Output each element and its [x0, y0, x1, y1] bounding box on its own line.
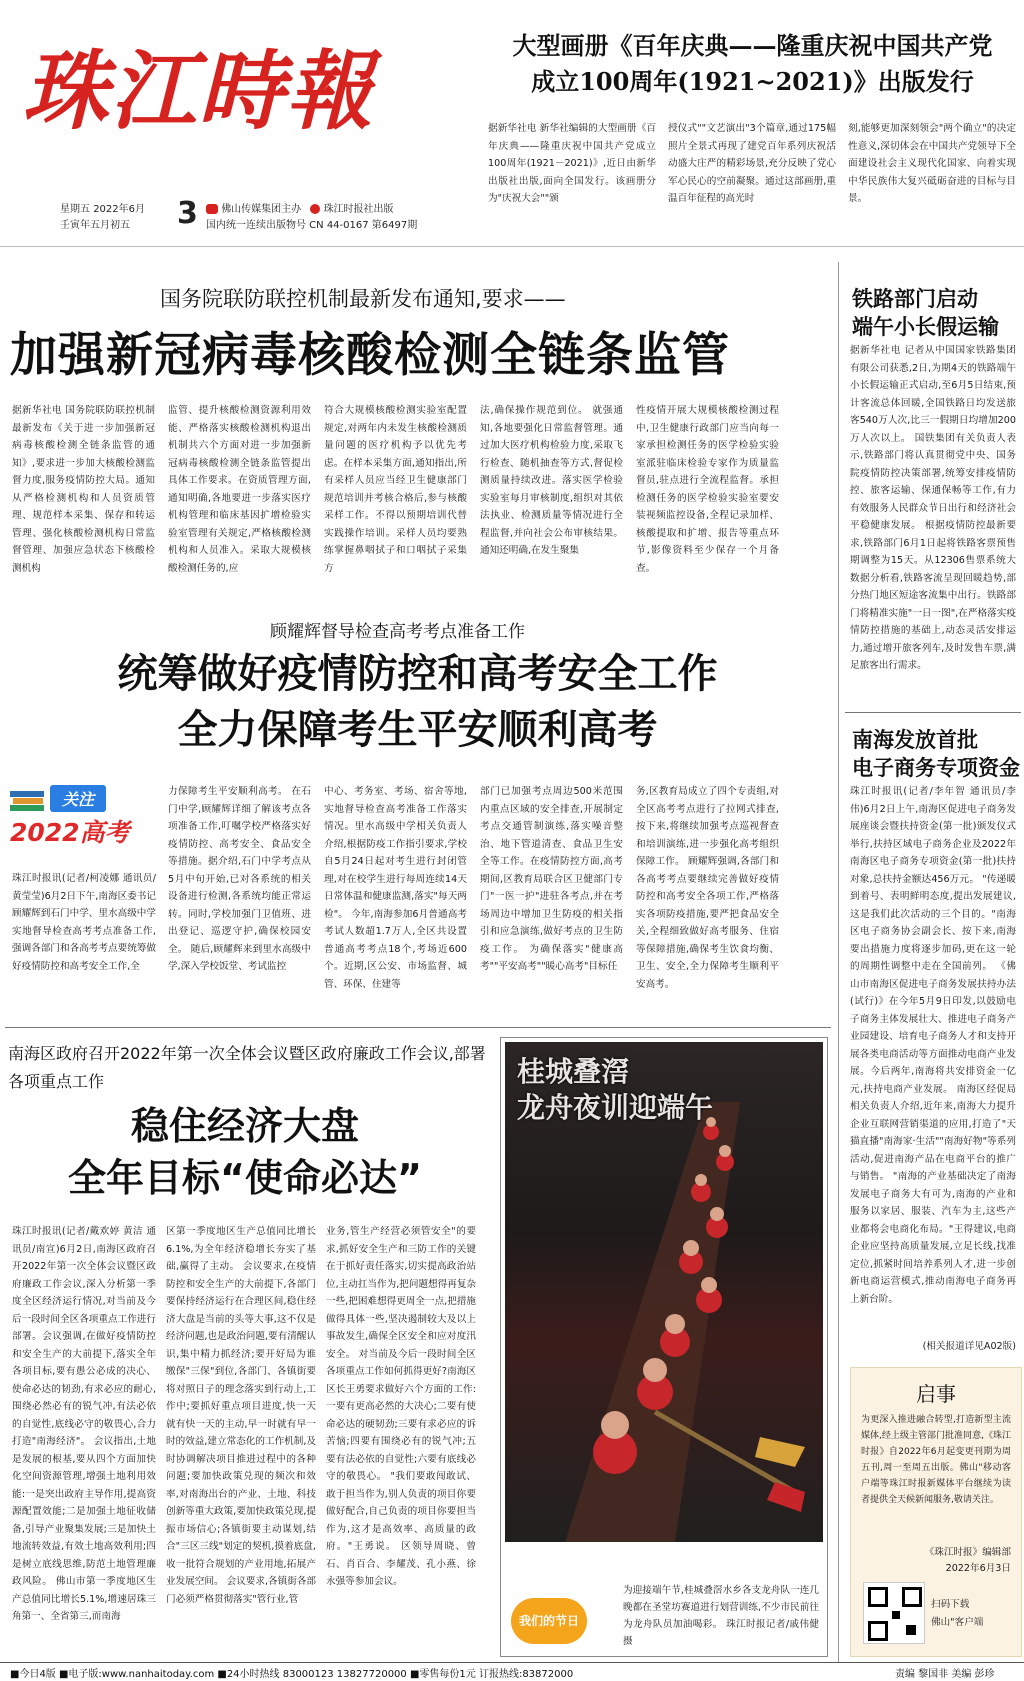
footer-info: ■今日4版 ■电子版:www.nanhaitoday.com ■24小时热线 83000123 13827720000 ■零售每份1元 订报热线:83872000 — [10, 1669, 574, 1680]
publisher-logo-icon — [310, 204, 320, 214]
ecom-ref: (相关报道详见A02版) — [922, 1341, 1016, 1352]
gaokao-kicker: 顾耀辉督导检查高考考点准备工作 — [270, 622, 525, 642]
column-rule — [838, 262, 839, 1662]
ecom-title — [852, 726, 1020, 782]
lead-col: 性疫情开展大规模核酸检测过程中,卫生健康行政部门应当向每一家承担检测任务的医学检验实验室派驻临床检验专家作为质量监督员,驻点进行全流程监督。承担检测任务的医学检验实验室要安装视频监控设备,全程记录加样、核酸提取和扩增、报告等重点环节,影像资料至少保存一个月备查。 — [636, 405, 779, 574]
qr-label: 佛山"客户端 — [931, 1617, 984, 1628]
masthead-dateline — [60, 196, 480, 240]
ecom-title-line1: 南海发放首批 — [852, 728, 978, 752]
lead-col: 据新华社电 国务院联防联控机制最新发布《关于进一步加强新冠病毒核酸检测全链条监管的通知》,要求进一步加大核酸检测监督力度,服务疫情防控大局。通知从严格检测机构和人员资质管理、规范样本采集、保存和转运管理、强化核酸检测机构日常监督管理、加强应急状态下核酸检测机构 — [12, 405, 155, 574]
rule — [845, 712, 1021, 713]
dragon-boat-photo — [505, 1042, 823, 1542]
top-story-col: 刻,能够更加深刻领会"两个确立"的决定性意义,深切体会在中国共产党领导下全面建设社会主义现代化国家、向着实现中华民族伟大复兴砥砺奋进的目标与目景。 — [848, 123, 1016, 204]
gaokao-badge-line1: 关注 — [50, 785, 106, 812]
gaokao-col: 力保障考生平安顺利高考。 在石门中学,顾耀辉详细了解该考点各项准备工作,叮嘱学校严格落实好疫情防控、高考安全、食品安全等措施。据介绍,石门中学考点从5月中旬开始,已对各系统的相关设备进行检测,各系统均能正常运转。同时,学校加强门卫值班、进出登记、巡逻守护,确保校园安全。 随后,顾耀辉来到里水高级中学,深入学校饭堂、考试监控 — [168, 786, 311, 972]
top-story-col: 据新华社电 新华社编辑的大型画册《百年庆典——隆重庆祝中国共产党成立100周年(1921－2021)》,近日由新华出版社出版,面向全国发行。该画册分为"庆祝大会""颁 — [488, 123, 656, 204]
qr-label: 扫码下载 — [931, 1599, 970, 1610]
photo-frame — [500, 1037, 828, 1657]
top-story-title — [495, 28, 1010, 100]
gaokao-title — [0, 646, 835, 758]
rule — [5, 1027, 831, 1028]
photo-headline — [517, 1054, 713, 1126]
rail-title — [852, 285, 999, 341]
masthead-date: 2022年6月 — [93, 204, 145, 215]
lead-title: 加强新冠病毒核酸检测全链条监管 — [10, 328, 730, 383]
footer-rule — [0, 1662, 1024, 1663]
govt-kicker: 南海区政府召开2022年第一次全体会议暨区政府廉政工作会议,部署各项重点工作 — [8, 1044, 486, 1091]
gaokao-badge-line2: 2022高考 — [10, 818, 130, 847]
masthead-divider — [0, 246, 1024, 247]
ecom-title-line2: 电子商务专项资金 — [852, 756, 1020, 780]
masthead-cn: 国内统一连续出版物号 CN 44-0167 第6497期 — [206, 220, 418, 231]
masthead-day: 3 — [177, 196, 198, 231]
rail-title-line2: 端午小长假运输 — [852, 315, 999, 339]
masthead-publisher: 珠江时报社出版 — [323, 204, 394, 215]
top-story-title-line1: 大型画册《百年庆典——隆重庆祝中国共产党 — [512, 31, 993, 60]
photo-caption: 为迎接端午节,桂城叠滘水乡各支龙舟队一连几晚都在圣堂坊赛道进行划营训练,不少市民前往为龙舟队员加油喝彩。 珠江时报记者/戚伟健 摄 — [623, 1585, 819, 1647]
notice-sign: 《珠江时报》编辑部 — [924, 1547, 1011, 1558]
festival-badge — [511, 1598, 587, 1648]
gaokao-col: 部门已加强考点周边500米范围内重点区域的安全排查,开展制定考点交通管制演练,落实噪音整治、地下管道清查、食品卫生安全等工作。在疫情防控方面,高考期间,区教育局联合区卫健部门专门"一医一护"进驻各考点,并在考场周边中增加卫生防疫的相关指引和应急演练,做好考点的卫生防疫工作。 为确保落实"健康高考""平安高考""暖心高考"目标任 — [480, 786, 623, 972]
gaokao-badge — [10, 785, 150, 847]
rail-body: 据新华社电 记者从中国国家铁路集团有限公司获悉,2日,为期4天的铁路端午小长假运输正式启动,至6月5日结束,预计客流总体回暖,全国铁路日均发送旅客540万人次,比三一假期日均增加200万人次以上。 国铁集团有关负责人表示,铁路部门将认真贯彻党中央、国务院疫情防控决策部署,统筹安排疫情防控、旅客运输、保通保畅等工作,有力有效服务人民群众节日出行和经济社会平稳健康发展。 根据疫情防控最新要求,铁路部门6月1日起将铁路客票预售期调整为15天。从12306售票系统大数据分析看,铁路客流呈现回暖趋势,部分热门地区短途客流集中出行。铁路部门将精准实施"一日一图",在严格落实疫情防控措施的基础上,动态灵活安排运力,通过增开旅客列车,及时发售车票,满足旅客出行需求。 — [850, 345, 1016, 671]
top-story-col: 授仪式""文艺演出"3个篇章,通过175幅照片全景式再现了建党百年系列庆祝活动盛大庄严的精彩场景,充分反映了党心军心民心的空前凝聚。通过这部画册,重温百年征程的高光时 — [668, 123, 836, 204]
gaokao-col: 中心、考务室、考场、宿舍等地,实地督导检查高考准备工作落实情况。里水高级中学相关负责人介绍,根据防疫工作指引要求,学校自5月24日起对考生进行封闭管理,对在校学生进行每周连续14天日常体温和健康监测,落实"每天两检"。 今年,南海参加6月普通高考考试人数超1.7万人,全区共设置普通高考考点18个,考场近600个。近期,区公安、市场监督、城管、环保、住建等 — [324, 786, 467, 990]
masthead-sponsor: 佛山传媒集团主办 — [221, 204, 302, 215]
photo-headline-line2: 龙舟夜训迎端午 — [517, 1091, 714, 1124]
masthead-logo: 珠江時報 — [22, 41, 374, 142]
notice-date: 2022年6月3日 — [945, 1563, 1011, 1574]
festival-badge-text: 我们的节日 — [518, 1614, 579, 1628]
gaokao-title-line2: 全力保障考生平安顺利高考 — [177, 707, 658, 753]
govt-col: 业务,管生产经营必须管安全"的要求,抓好安全生产和三防工作的关键在于抓好责任落实,切实提高政治站位,主动扛当作为,把问题想得再复杂一些,把困难想得更周全一点,把措施做得具体一些,坚决遏制较大及以上事故发生,确保全区安全和应对度汛安全。 对当前及今后一段时间全区各项重点工作如何抓得更好?南海区区长王勇要求做好六个方面的工作:一要有更高必然的大决心;二要有使命必达的硬韧劲;三要有求必应的诉苦恼;四要有围绕必有的锐气冲;五要有法必依的自觉性;六要有底线必守的敬畏心。 "我们要敢闯敢试、敢于担当作为,别人负责的项目你要做好配合,自己负责的项目你要担当作为,这才是高效率、高质量的政府。"王勇说。 区领导周晓、曾石、肖百合、李耀茂、孔小燕、徐永强等参加会议。 — [326, 1226, 476, 1587]
lead-col: 符合大规模核酸检测实验室配置规定,对两年内未发生核酸检测质量问题的医疗机构予以优先考虑。在样本采集方面,通知指出,所有采样人员应当经卫生健康部门规范培训并考核合格后,参与核酸采样工作。不得以预期培训代替实践操作培训。采样人员均要熟练掌握鼻咽拭子和口咽拭子采集方 — [324, 405, 467, 574]
lead-col: 法,确保操作规范到位。 就强通知,各地要强化日常监督管理。通过加大医疗机构检验力度,采取飞行检查、随机抽查等方式,督促检测质量持续改进。落实医学检验实验室每月审核制度,组织对其依法执业、检测质量等情况进行全程监督,并向社会公布审核结果。 通知还明确,在发生聚集 — [480, 405, 623, 556]
govt-col: 珠江时报讯(记者/戴欢婷 黄洁 通讯员/南宣)6月2日,南海区政府召开2022年第一次全体会议暨区政府廉政工作会议,深入分析第一季度全区经济运行情况,对当前及今后一段时间全区各项重点工作进行部署。会议强调,在做好疫情防控和安全生产的大前提下,落实全年各项目标,要有愚公必成的决心、使命必达的韧劲,有求必应的耐心,围绕必然必有的锐气冲,有法必依的自觉性,底线必守的敬畏心,合力打造"南海经济"。 会议指出,土地是发展的根基,要从四个方面加快化空间资源管理,增强土地利用效能:一是突出政府主导作用,提高资源配置效能;二是加强土地征收储备,引导产业聚集发展;三是加快土地流转效益,有效土地高效利用;四是树立底线思维,防范土地管理廉政风险。 佛山市第一季度地区生产总值同比增长5.1%,增速居珠三角第一、全省第三,而南海 — [12, 1226, 156, 1622]
govt-col: 区第一季度地区生产总值同比增长6.1%,为全年经济稳增长夯实了基础,赢得了主动。 会议要求,在疫情防控和安全生产的大前提下,各部门要保持经济运行在合理区间,稳住经济大盘是当前的头等大事,这不仅是经济问题,也是政治问题,要有清醒认识,集中精力抓经济;要开好局为谁缴保"三保"到位,各部门、各镇街要将对照日子的理念落实到行动上,工作中;要抓好重点项目进度,快一天就有快一天的主动,早一时就有早一时的效益,建立常态化的工作机制,及时协调解决项目推进过程中的各种问题;要加快政策兑现的频次和效率,对南海出台的产业、土地、科技创新等重大政策,要加快政策兑现,提振市场信心;各镇街要主动谋划,结合"三区三线"划定的契机,摸着底盘,收一批符合规划的产业用地,拓展产业发展空间。 会议要求,各镇街各部门必须严格贯彻落实"管行业,管 — [166, 1226, 316, 1605]
gaokao-title-line1: 统筹做好疫情防控和高考安全工作 — [117, 651, 718, 697]
rail-title-line1: 铁路部门启动 — [852, 287, 978, 311]
ecom-body: 珠江时报讯(记者/李年智 通讯员/李伟)6月2日上午,南海区促进电子商务发展座谈会暨扶持资金(第一批)颁发仪式举行,扶持区域电子商务企业及2022年南海区电子商务专项资金(第一批)扶持对象,总扶持金额达456万元。 "传递暖到着号、表明鲜明态度,提出发展建议,这是我们此次活动的三个目的。"南海区电子商务协会副会长、按下来,南海要出措施力度将逐步加码,更在这一轮的周期性调整中走在全国前列。 《佛山市南海区促进电子商务发展扶持办法(试行)》在今年5月9日印发,以鼓励电子商务主体发展壮大、推进电子商务产业园建设、培育电子商务人才和支持开展各类电商活动等方面推动电商产业发展。今后两年,南海将共安排资金一亿元,扶持电商产业发展。 南海区经促局相关负责人介绍,近年来,南海大力提升企业互联网营销渠道的应用,打造了"天猫直播"南海家·生活""南海好物"等系列活动,促进南海产品在电商平台的推广与销售。 "南海的产业基础决定了南海发展电子商务大有可为,南海的产业和服务以家居、服装、汽车为主,这些产业都将会电商化布局。"王得建议,电商企业应坚持高质量发展,立足长线,找准定位,抓紧时间培养系列人才,进一步创新电商运营模式,推动南海电子商务再上新台阶。 — [850, 786, 1016, 1305]
masthead-weekday: 星期五 — [60, 204, 90, 215]
govt-title-line1: 稳住经济大盘 — [130, 1104, 359, 1148]
sponsor-logo-icon — [206, 204, 218, 214]
notice-body: 为更深入推进融合转型,打造新型主流媒体,经上级主管部门批准同意,《珠江时报》自2022年6月起变更刊期为周五刊,周一至周五出版。佛山"移动客户端等珠江时报新媒体平台继续为读者提供全天候新闻服务,敬请关注。 — [861, 1415, 1011, 1505]
books-icon — [10, 791, 46, 813]
masthead-lunar: 壬寅年五月初五 — [60, 220, 130, 231]
top-story-title-line2: 成立100周年(1921~2021)》出版发行 — [531, 67, 974, 96]
qr-code-icon[interactable] — [863, 1582, 925, 1644]
photo-headline-line1: 桂城叠滘 — [517, 1055, 630, 1088]
notice-title: 启事 — [916, 1382, 956, 1406]
govt-title — [20, 1100, 470, 1204]
lead-col: 监管、提升核酸检测资源利用效能、严格落实核酸检测机构退出机制共六个方面对进一步加强新冠病毒核酸检测全链条监管提出具体工作要求。在资质管理方面,通知明确,各地要进一步落实医疗机构管理和临床基因扩增检验实验室管理有关规定,严格核酸检测机构和人员准入。采取大规模核酸检测任务的,应 — [168, 405, 311, 574]
gaokao-col: 务,区教育局成立了四个专责组,对全区高考考点进行了拉网式排查,按下来,将继续加强考点巡视督查和培训演练,进一步强化高考组织保障工作。 顾耀辉强调,各部门和各高考考点要继续完善做好疫情防控和高考安全各项工作,严格落实各项防疫措施,要严把食品安全关,全程细致做好高考服务、住宿等保障措施,确保考生饮食均衡、卫生、安全,全力保障考生顺利平安高考。 — [636, 786, 779, 990]
govt-title-line2: 全年目标“使命必达” — [68, 1156, 422, 1200]
notice-box — [850, 1367, 1022, 1657]
gaokao-intro: 珠江时报讯(记者/柯凌娜 通讯员/黄莹莹)6月2日下午,南海区委书记顾耀辉到石门中学、里水高级中学实地督导检查高考考点准备工作,强调各部门和各高考考点要统筹做好疫情防控和高考安全工作,全 — [12, 873, 156, 972]
footer-editors: 责编 黎国非 美编 彭珍 — [895, 1669, 995, 1680]
lead-kicker: 国务院联防联控机制最新发布通知,要求—— — [160, 287, 566, 311]
